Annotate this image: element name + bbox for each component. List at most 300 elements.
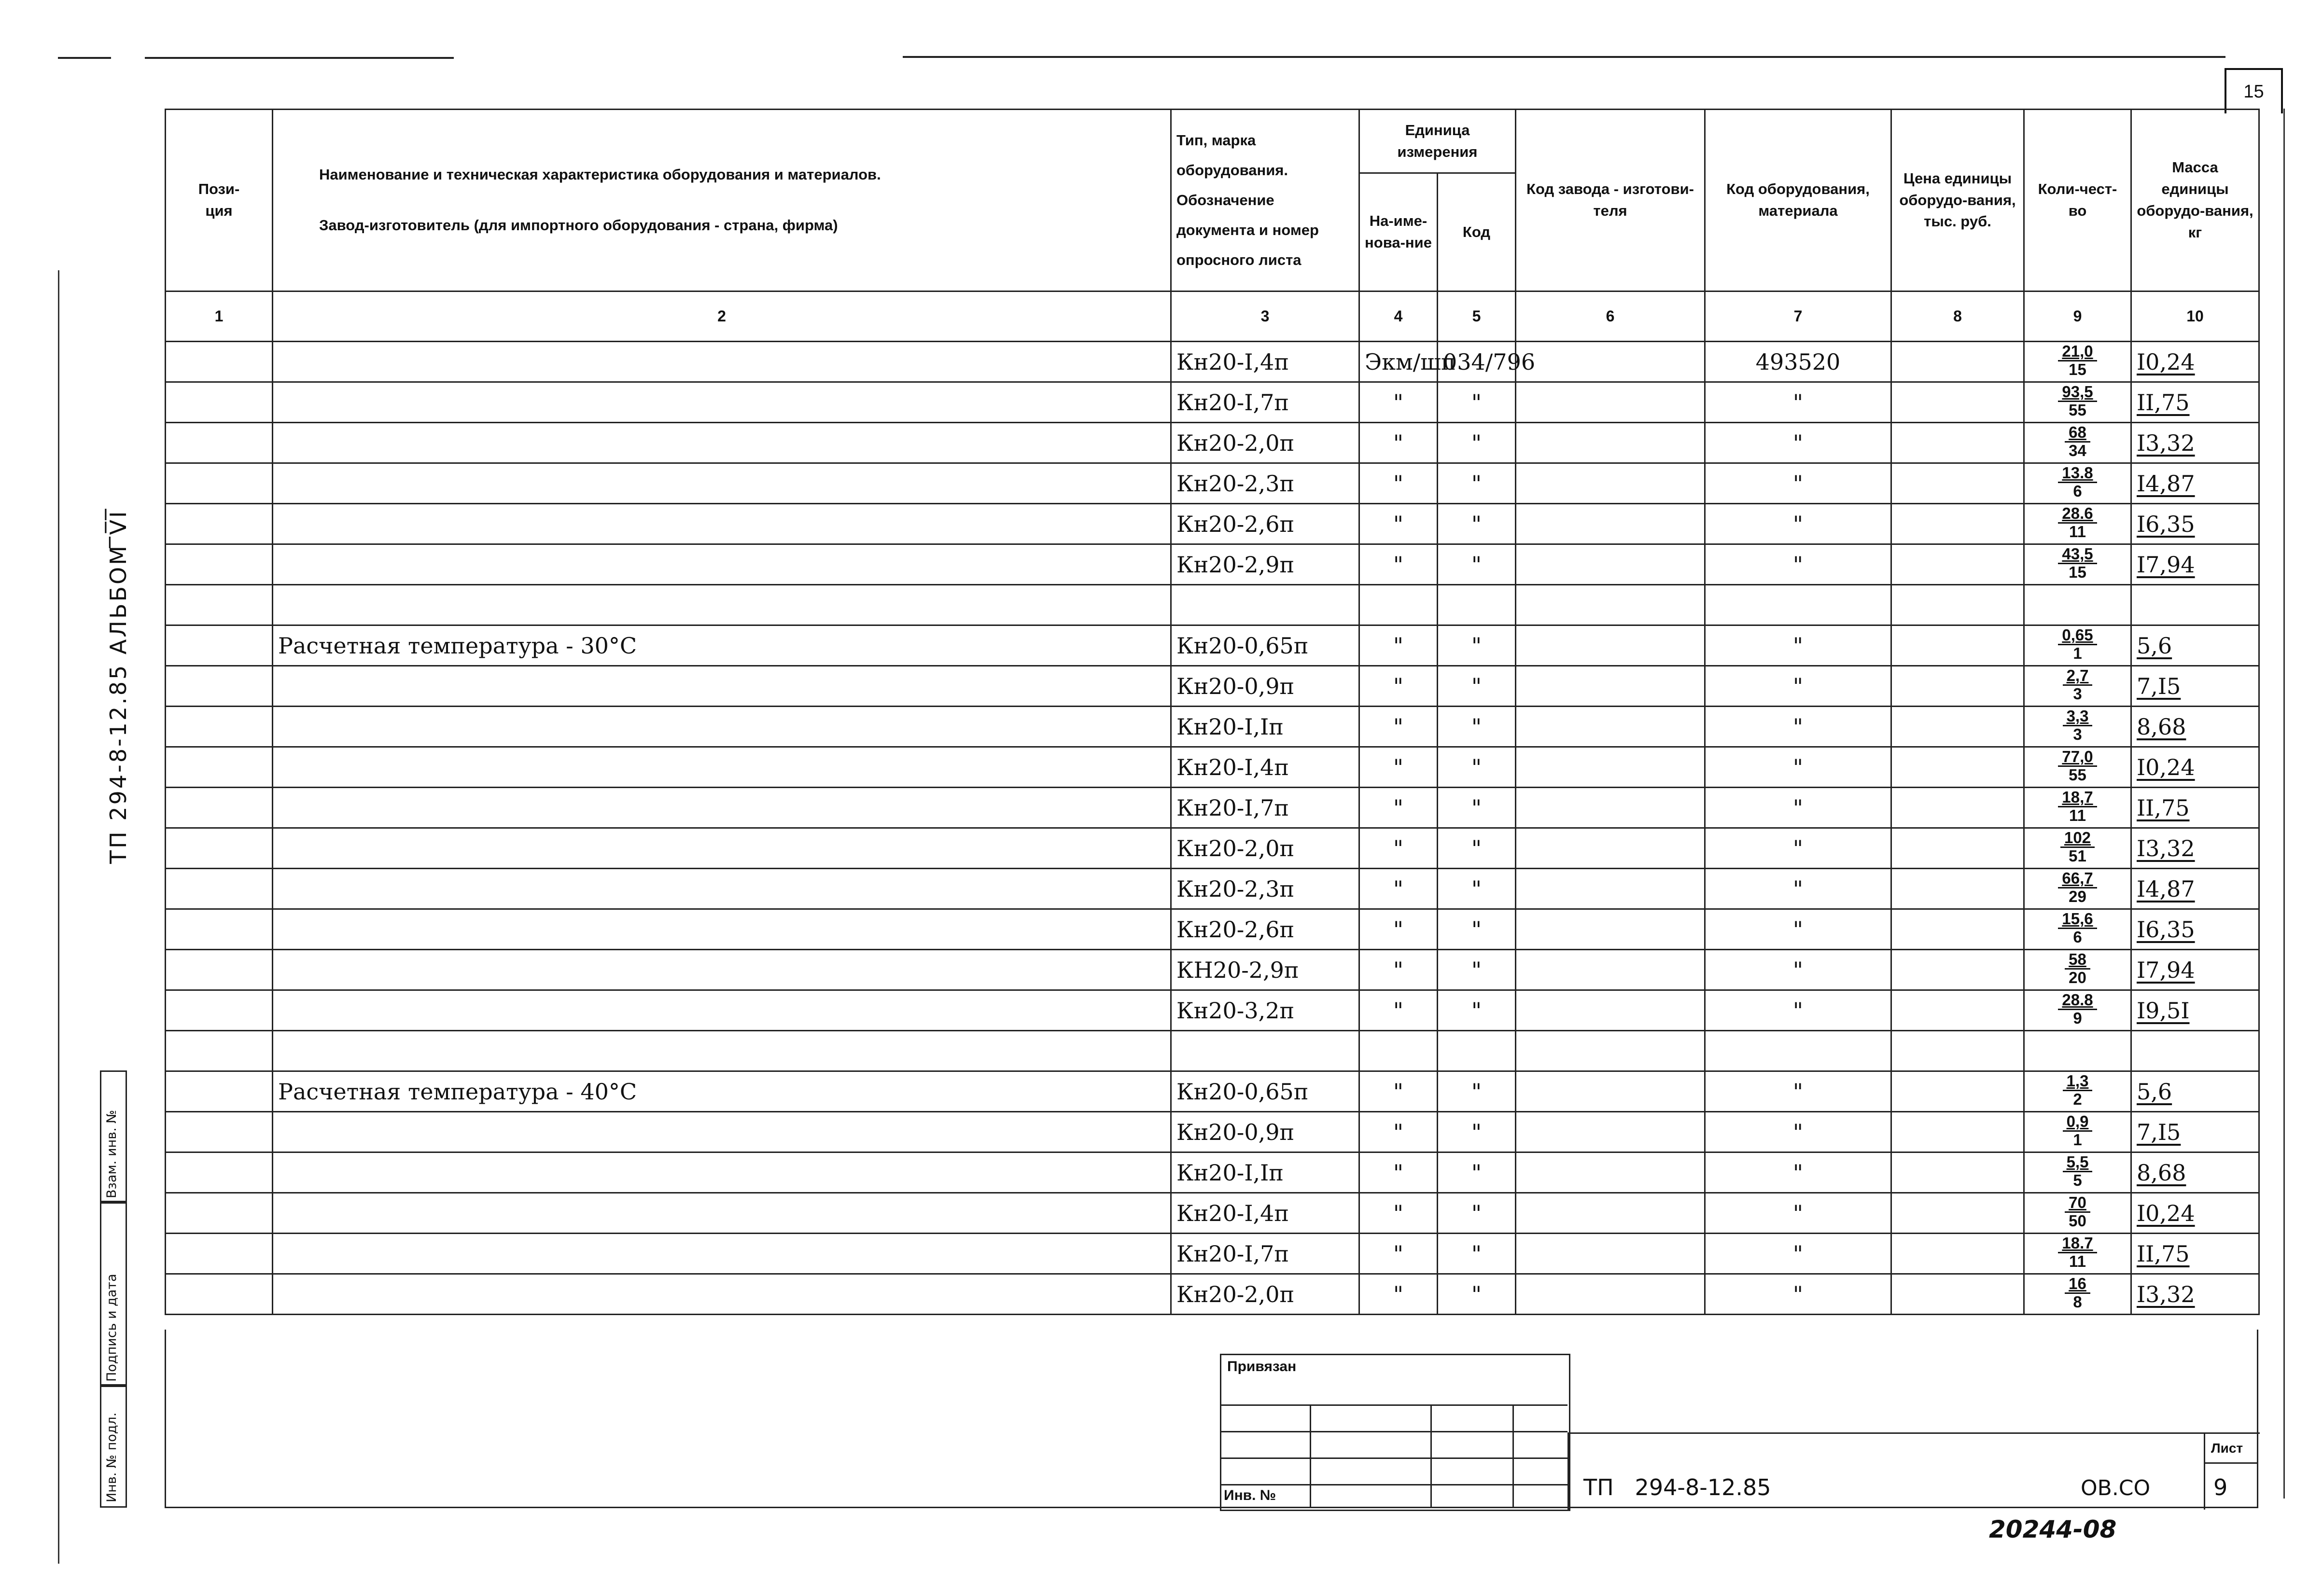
type-cell: Кн20-I,7п	[1171, 1234, 1359, 1274]
equipment-code-cell: "	[1705, 1071, 1891, 1112]
name-cell	[273, 1274, 1171, 1315]
stamp-inv-label: Инв. №	[1224, 1487, 1276, 1503]
price-cell	[1891, 1112, 2024, 1152]
stamp-attached-label: Привязан	[1227, 1359, 1297, 1374]
equipment-code-cell: "	[1705, 909, 1891, 950]
quantity-count: 3	[2073, 725, 2082, 743]
unit-code-cell	[1438, 1031, 1516, 1071]
equipment-spec-table	[165, 109, 2260, 1315]
position-cell	[166, 990, 273, 1031]
quantity-count: 51	[2069, 847, 2086, 865]
unit-name-cell: "	[1359, 544, 1438, 585]
unit-name-cell: "	[1359, 463, 1438, 504]
mass-cell: 8,68	[2131, 707, 2259, 747]
plant-code-cell	[1516, 666, 1705, 707]
plant-code-cell	[1516, 504, 1705, 544]
col-number: 3	[1171, 291, 1359, 342]
unit-code-cell	[1438, 585, 1516, 625]
table-row	[166, 342, 2259, 382]
plant-code-cell	[1516, 1274, 1705, 1315]
quantity-length: 15,6	[2058, 911, 2097, 929]
top-rule-right	[903, 56, 2225, 58]
header-plant-code: Код завода - изготови-теля	[1516, 110, 1705, 291]
table-row	[166, 423, 2259, 463]
header-price: Цена единицы оборудо-вания, тыс. руб.	[1891, 110, 2024, 291]
equipment-code-cell: "	[1705, 950, 1891, 990]
table-body	[166, 342, 2259, 1315]
quantity-cell	[2024, 1193, 2131, 1234]
quantity-fraction	[2063, 708, 2093, 743]
quantity-cell	[2024, 1031, 2131, 1071]
mass-cell: I4,87	[2131, 463, 2259, 504]
position-cell	[166, 1112, 273, 1152]
type-cell	[1171, 585, 1359, 625]
plant-code-cell	[1516, 788, 1705, 828]
quantity-cell	[2024, 342, 2131, 382]
col-number: 9	[2024, 291, 2131, 342]
header-name-line1: Наименование и техническая характеристика оборудования и материалов.	[319, 166, 881, 183]
quantity-length: 70	[2065, 1194, 2090, 1213]
header-type: Тип, марка оборудования. Обозначение документа и номер опросного листа	[1171, 110, 1359, 291]
quantity-cell	[2024, 666, 2131, 707]
type-cell: Кн20-0,65п	[1171, 1071, 1359, 1112]
name-cell	[273, 1234, 1171, 1274]
unit-code-cell: "	[1438, 544, 1516, 585]
frame-bottom-left	[165, 1330, 166, 1508]
quantity-count: 15	[2069, 563, 2086, 581]
quantity-cell	[2024, 707, 2131, 747]
column-number-row	[166, 291, 2259, 342]
mass-cell: II,75	[2131, 1234, 2259, 1274]
name-cell	[273, 747, 1171, 788]
quantity-length: 0,9	[2063, 1113, 2093, 1132]
type-cell: КН20-2,9п	[1171, 950, 1359, 990]
col-number: 2	[273, 291, 1171, 342]
unit-code-cell: "	[1438, 869, 1516, 909]
quantity-fraction	[2058, 1235, 2097, 1270]
name-cell	[273, 788, 1171, 828]
equipment-code-cell: "	[1705, 1274, 1891, 1315]
position-cell	[166, 747, 273, 788]
type-cell	[1171, 1031, 1359, 1071]
equipment-code-cell: "	[1705, 869, 1891, 909]
mass-cell: 7,I5	[2131, 1112, 2259, 1152]
quantity-count: 29	[2069, 887, 2086, 905]
quantity-length: 28.8	[2058, 992, 2097, 1010]
name-cell	[273, 1193, 1171, 1234]
stamp-sheet-label: Лист	[2211, 1441, 2243, 1456]
unit-name-cell: "	[1359, 707, 1438, 747]
name-cell	[273, 828, 1171, 869]
mass-cell: I6,35	[2131, 504, 2259, 544]
plant-code-cell	[1516, 1193, 1705, 1234]
name-cell	[273, 1112, 1171, 1152]
quantity-cell	[2024, 1112, 2131, 1152]
price-cell	[1891, 544, 2024, 585]
unit-code-cell: "	[1438, 990, 1516, 1031]
stamp-vline	[1310, 1404, 1311, 1508]
quantity-count: 3	[2073, 684, 2082, 703]
unit-name-cell: "	[1359, 788, 1438, 828]
table-row	[166, 1234, 2259, 1274]
equipment-code-cell: "	[1705, 504, 1891, 544]
equipment-code-cell: "	[1705, 707, 1891, 747]
plant-code-cell	[1516, 1152, 1705, 1193]
table-row	[166, 950, 2259, 990]
mass-cell	[2131, 585, 2259, 625]
mass-cell: II,75	[2131, 382, 2259, 423]
stamp-line	[1220, 1404, 1567, 1406]
quantity-cell	[2024, 1274, 2131, 1315]
plant-code-cell	[1516, 869, 1705, 909]
quantity-length: 102	[2060, 830, 2095, 848]
type-cell: Кн20-2,3п	[1171, 463, 1359, 504]
mass-cell: I6,35	[2131, 909, 2259, 950]
stamp-line	[1220, 1484, 1567, 1485]
quantity-fraction	[2058, 465, 2097, 500]
type-cell: Кн20-I,4п	[1171, 1193, 1359, 1234]
equipment-code-cell: "	[1705, 625, 1891, 666]
price-cell	[1891, 1031, 2024, 1071]
table-row	[166, 504, 2259, 544]
side-box-label: Взам. инв. №	[104, 1110, 119, 1198]
stamp-line	[1220, 1457, 1567, 1459]
unit-code-cell: "	[1438, 1274, 1516, 1315]
plant-code-cell	[1516, 909, 1705, 950]
equipment-code-cell	[1705, 585, 1891, 625]
table-row	[166, 1152, 2259, 1193]
quantity-cell	[2024, 585, 2131, 625]
price-cell	[1891, 990, 2024, 1031]
price-cell	[1891, 423, 2024, 463]
quantity-cell	[2024, 747, 2131, 788]
unit-name-cell: "	[1359, 828, 1438, 869]
mass-cell: I3,32	[2131, 423, 2259, 463]
quantity-fraction	[2063, 1113, 2093, 1148]
position-cell	[166, 625, 273, 666]
quantity-count: 50	[2069, 1211, 2086, 1230]
quantity-count: 11	[2069, 806, 2086, 824]
quantity-cell	[2024, 463, 2131, 504]
name-cell	[273, 382, 1171, 423]
position-cell	[166, 1031, 273, 1071]
table-row	[166, 666, 2259, 707]
name-cell	[273, 1031, 1171, 1071]
col-number: 4	[1359, 291, 1438, 342]
quantity-length: 68	[2065, 424, 2090, 443]
quantity-length: 28.6	[2058, 505, 2097, 524]
table-row	[166, 1193, 2259, 1234]
name-cell	[273, 990, 1171, 1031]
quantity-fraction	[2058, 343, 2097, 378]
header-row	[166, 110, 2259, 173]
table-row	[166, 707, 2259, 747]
quantity-cell	[2024, 382, 2131, 423]
name-cell	[273, 1152, 1171, 1193]
quantity-fraction	[2058, 992, 2097, 1027]
position-cell	[166, 1152, 273, 1193]
col-number: 1	[166, 291, 273, 342]
unit-code-cell: "	[1438, 463, 1516, 504]
position-cell	[166, 544, 273, 585]
price-cell	[1891, 585, 2024, 625]
price-cell	[1891, 788, 2024, 828]
type-cell: Кн20-2,6п	[1171, 909, 1359, 950]
quantity-cell	[2024, 950, 2131, 990]
quantity-count: 11	[2069, 1252, 2086, 1270]
unit-name-cell: "	[1359, 423, 1438, 463]
unit-name-cell: "	[1359, 1234, 1438, 1274]
quantity-length: 16	[2065, 1276, 2090, 1294]
plant-code-cell	[1516, 463, 1705, 504]
price-cell	[1891, 909, 2024, 950]
quantity-count: 1	[2073, 644, 2082, 662]
name-cell	[273, 463, 1171, 504]
name-cell	[273, 342, 1171, 382]
quantity-cell	[2024, 504, 2131, 544]
unit-name-cell: Экм/шп	[1359, 342, 1438, 382]
plant-code-cell	[1516, 1071, 1705, 1112]
position-cell	[166, 382, 273, 423]
equipment-code-cell: "	[1705, 463, 1891, 504]
name-cell	[273, 585, 1171, 625]
header-position: Пози- ция	[166, 110, 273, 291]
unit-code-cell: "	[1438, 747, 1516, 788]
price-cell	[1891, 342, 2024, 382]
stamp-line	[1220, 1431, 1567, 1432]
unit-name-cell: "	[1359, 990, 1438, 1031]
type-cell: Кн20-0,9п	[1171, 666, 1359, 707]
type-cell: Кн20-3,2п	[1171, 990, 1359, 1031]
position-cell	[166, 342, 273, 382]
quantity-count: 55	[2069, 765, 2086, 784]
quantity-count: 6	[2073, 928, 2082, 946]
unit-name-cell: "	[1359, 950, 1438, 990]
stamp-sheet-divider	[2204, 1462, 2258, 1464]
price-cell	[1891, 1234, 2024, 1274]
quantity-length: 77,0	[2058, 749, 2097, 767]
unit-name-cell: "	[1359, 504, 1438, 544]
mass-cell: I0,24	[2131, 342, 2259, 382]
equipment-code-cell: "	[1705, 828, 1891, 869]
quantity-count: 20	[2069, 968, 2086, 986]
col-number: 8	[1891, 291, 2024, 342]
page-number: 15	[2225, 68, 2283, 113]
side-box-label: Инв. № подл.	[104, 1412, 119, 1502]
table-row	[166, 990, 2259, 1031]
quantity-length: 43,5	[2058, 546, 2097, 564]
quantity-count: 55	[2069, 401, 2086, 419]
quantity-count: 34	[2069, 441, 2086, 459]
unit-code-cell: "	[1438, 382, 1516, 423]
equipment-code-cell: "	[1705, 1193, 1891, 1234]
quantity-length: 18.7	[2058, 1235, 2097, 1253]
unit-code-cell: "	[1438, 950, 1516, 990]
unit-name-cell: "	[1359, 666, 1438, 707]
quantity-fraction	[2065, 424, 2090, 459]
mass-cell: 5,6	[2131, 625, 2259, 666]
name-cell	[273, 950, 1171, 990]
col-number: 5	[1438, 291, 1516, 342]
table-row	[166, 1071, 2259, 1112]
position-cell	[166, 666, 273, 707]
table-row	[166, 1031, 2259, 1071]
position-cell	[166, 585, 273, 625]
plant-code-cell	[1516, 382, 1705, 423]
position-cell	[166, 463, 273, 504]
quantity-fraction	[2058, 789, 2097, 824]
quantity-length: 18,7	[2058, 789, 2097, 807]
unit-code-cell: "	[1438, 1112, 1516, 1152]
plant-code-cell	[1516, 585, 1705, 625]
quantity-fraction	[2060, 830, 2095, 864]
unit-code-cell: "	[1438, 909, 1516, 950]
unit-code-cell: "	[1438, 828, 1516, 869]
table-row	[166, 625, 2259, 666]
type-cell: Кн20-I,7п	[1171, 788, 1359, 828]
unit-name-cell: "	[1359, 909, 1438, 950]
type-cell: Кн20-I,Iп	[1171, 707, 1359, 747]
unit-code-cell: "	[1438, 504, 1516, 544]
equipment-code-cell: "	[1705, 544, 1891, 585]
top-rule-left-1	[58, 57, 111, 59]
unit-code-cell: "	[1438, 707, 1516, 747]
plant-code-cell	[1516, 707, 1705, 747]
mass-cell: I3,32	[2131, 1274, 2259, 1315]
header-quantity: Коли-чест-во	[2024, 110, 2131, 291]
price-cell	[1891, 463, 2024, 504]
type-cell: Кн20-2,6п	[1171, 504, 1359, 544]
mass-cell: 8,68	[2131, 1152, 2259, 1193]
quantity-length: 0,65	[2058, 627, 2097, 645]
unit-name-cell: "	[1359, 1274, 1438, 1315]
quantity-cell	[2024, 1152, 2131, 1193]
quantity-cell	[2024, 1071, 2131, 1112]
type-cell: Кн20-I,4п	[1171, 747, 1359, 788]
mass-cell: I0,24	[2131, 1193, 2259, 1234]
name-cell	[273, 869, 1171, 909]
type-cell: Кн20-2,3п	[1171, 869, 1359, 909]
type-cell: Кн20-0,65п	[1171, 625, 1359, 666]
quantity-fraction	[2058, 870, 2097, 905]
unit-name-cell	[1359, 1031, 1438, 1071]
header-equipment-code: Код оборудования, материала	[1705, 110, 1891, 291]
unit-code-cell: "	[1438, 625, 1516, 666]
position-cell	[166, 707, 273, 747]
quantity-cell	[2024, 544, 2131, 585]
table-row	[166, 747, 2259, 788]
unit-code-cell: "	[1438, 1152, 1516, 1193]
quantity-fraction	[2065, 951, 2090, 986]
unit-name-cell: "	[1359, 625, 1438, 666]
header-name-line2: Завод-изготовитель (для импортного оборудования - страна, фирма)	[319, 217, 838, 234]
unit-code-cell: "	[1438, 423, 1516, 463]
position-cell	[166, 423, 273, 463]
table-row	[166, 869, 2259, 909]
table-row	[166, 828, 2259, 869]
quantity-length: 3,3	[2063, 708, 2093, 726]
quantity-length: 5,5	[2063, 1154, 2093, 1172]
plant-code-cell	[1516, 625, 1705, 666]
plant-code-cell	[1516, 342, 1705, 382]
header-unit-name: На-име-нова-ние	[1359, 173, 1438, 291]
plant-code-cell	[1516, 747, 1705, 788]
unit-name-cell: "	[1359, 747, 1438, 788]
position-cell	[166, 788, 273, 828]
stamp-doc-code: ТП 294-8-12.85	[1583, 1474, 1771, 1500]
price-cell	[1891, 1152, 2024, 1193]
quantity-cell	[2024, 625, 2131, 666]
mass-cell	[2131, 1031, 2259, 1071]
quantity-cell	[2024, 1234, 2131, 1274]
name-cell	[273, 707, 1171, 747]
plant-code-cell	[1516, 1234, 1705, 1274]
right-margin-rule	[2283, 109, 2285, 1499]
price-cell	[1891, 1274, 2024, 1315]
name-cell	[273, 666, 1171, 707]
type-cell: Кн20-I,Iп	[1171, 1152, 1359, 1193]
table-row	[166, 585, 2259, 625]
unit-name-cell: "	[1359, 1193, 1438, 1234]
position-cell	[166, 1193, 273, 1234]
quantity-fraction	[2063, 667, 2093, 702]
mass-cell: I4,87	[2131, 869, 2259, 909]
mass-cell: I7,94	[2131, 544, 2259, 585]
equipment-code-cell: 493520	[1705, 342, 1891, 382]
quantity-length: 21,0	[2058, 343, 2097, 361]
unit-name-cell: "	[1359, 1071, 1438, 1112]
type-cell: Кн20-2,0п	[1171, 828, 1359, 869]
plant-code-cell	[1516, 1031, 1705, 1071]
name-cell	[273, 423, 1171, 463]
mass-cell: 5,6	[2131, 1071, 2259, 1112]
quantity-fraction	[2058, 505, 2097, 540]
equipment-code-cell: "	[1705, 1234, 1891, 1274]
quantity-count: 1	[2073, 1130, 2082, 1149]
quantity-fraction	[2058, 911, 2097, 945]
header-unit: Единица измерения	[1359, 110, 1516, 173]
quantity-cell	[2024, 869, 2131, 909]
position-cell	[166, 504, 273, 544]
left-margin-rule	[58, 270, 59, 1564]
table-row	[166, 463, 2259, 504]
equipment-code-cell	[1705, 1031, 1891, 1071]
stamp-sheet-number: 9	[2213, 1474, 2228, 1500]
quantity-fraction	[2065, 1276, 2090, 1310]
plant-code-cell	[1516, 544, 1705, 585]
type-cell: Кн20-2,0п	[1171, 423, 1359, 463]
quantity-length: 1,3	[2063, 1073, 2093, 1091]
unit-code-cell: "	[1438, 788, 1516, 828]
type-cell: Кн20-I,7п	[1171, 382, 1359, 423]
unit-name-cell: "	[1359, 1112, 1438, 1152]
quantity-count: 11	[2069, 522, 2086, 541]
col-number: 6	[1516, 291, 1705, 342]
table-row	[166, 1274, 2259, 1315]
type-cell: Кн20-0,9п	[1171, 1112, 1359, 1152]
side-box-label: Подпись и дата	[104, 1274, 119, 1382]
plant-code-cell	[1516, 950, 1705, 990]
quantity-count: 8	[2073, 1292, 2082, 1311]
position-cell	[166, 909, 273, 950]
price-cell	[1891, 950, 2024, 990]
col-number: 10	[2131, 291, 2259, 342]
unit-code-cell: "	[1438, 1234, 1516, 1274]
header-mass: Масса единицы оборудо-вания, кг	[2131, 110, 2259, 291]
price-cell	[1891, 1071, 2024, 1112]
quantity-length: 66,7	[2058, 870, 2097, 888]
side-title: ТП 294-8-12.85 АЛЬБОМ ̅V̅I̅	[105, 509, 131, 864]
